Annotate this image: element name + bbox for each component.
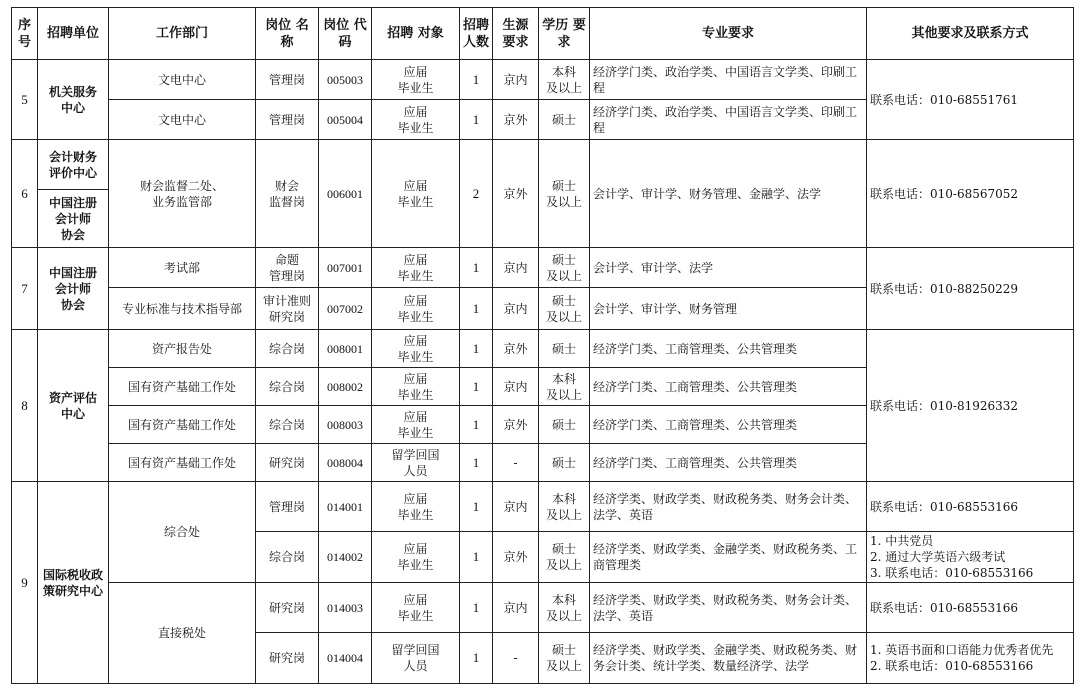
header-education: 学历 要求	[539, 8, 590, 60]
education-cell: 硕士	[539, 100, 590, 140]
origin-cell: 京内	[493, 60, 539, 100]
count-cell: 1	[460, 288, 493, 330]
table-row	[12, 583, 1074, 633]
position-cell: 审计准则 研究岗	[256, 288, 319, 330]
origin-cell: 京外	[493, 140, 539, 248]
unit-cell: 会计财务 评价中心	[38, 140, 109, 190]
major-cell: 会计学、审计学、法学	[590, 248, 867, 288]
dept-cell: 国有资产基础工作处	[109, 368, 256, 406]
count-cell: 1	[460, 482, 493, 532]
major-cell: 经济学类、财政学类、金融学类、财政税务类、财务会计类、统计学类、数量经济学、法学	[590, 633, 867, 684]
dept-cell: 直接税处	[109, 583, 256, 684]
code-cell: 014004	[319, 633, 372, 684]
count-cell: 1	[460, 60, 493, 100]
dept-cell: 资产报告处	[109, 330, 256, 368]
education-cell: 本科 及以上	[539, 482, 590, 532]
education-cell: 硕士 及以上	[539, 140, 590, 248]
major-cell: 经济学门类、政治学类、中国语言文学类、印刷工程	[590, 60, 867, 100]
header-position: 岗位 名称	[256, 8, 319, 60]
count-cell: 1	[460, 248, 493, 288]
contact-cell: 联系电话：010-81926332	[867, 330, 1074, 482]
position-cell: 管理岗	[256, 60, 319, 100]
major-cell: 经济学门类、工商管理类、公共管理类	[590, 368, 867, 406]
education-cell: 硕士	[539, 406, 590, 444]
position-cell: 综合岗	[256, 532, 319, 583]
header-major: 专业要求	[590, 8, 867, 60]
education-cell: 硕士 及以上	[539, 288, 590, 330]
dept-cell: 考试部	[109, 248, 256, 288]
origin-cell: 京内	[493, 583, 539, 633]
seq-cell: 5	[12, 60, 38, 140]
unit-cell: 国际税收政 策研究中心	[38, 482, 109, 684]
code-cell: 008004	[319, 444, 372, 482]
origin-cell: 京外	[493, 100, 539, 140]
unit-cell: 中国注册 会计师 协会	[38, 248, 109, 330]
target-cell: 留学回国 人员	[372, 444, 460, 482]
education-cell: 硕士	[539, 330, 590, 368]
major-cell: 经济学门类、政治学类、中国语言文学类、印刷工程	[590, 100, 867, 140]
position-cell: 综合岗	[256, 368, 319, 406]
education-cell: 硕士 及以上	[539, 532, 590, 583]
major-cell: 经济学类、财政学类、金融学类、财政税务类、工商管理类	[590, 532, 867, 583]
count-cell: 1	[460, 532, 493, 583]
position-cell: 研究岗	[256, 444, 319, 482]
target-cell: 应届 毕业生	[372, 482, 460, 532]
origin-cell: 京外	[493, 406, 539, 444]
count-cell: 1	[460, 633, 493, 684]
count-cell: 1	[460, 368, 493, 406]
code-cell: 008003	[319, 406, 372, 444]
dept-cell: 国有资产基础工作处	[109, 406, 256, 444]
major-cell: 经济学类、财政学类、财政税务类、财务会计类、法学、英语	[590, 583, 867, 633]
seq-cell: 8	[12, 330, 38, 482]
origin-cell: -	[493, 633, 539, 684]
code-cell: 014003	[319, 583, 372, 633]
contact-cell: 联系电话：010-88250229	[867, 248, 1074, 330]
target-cell: 应届 毕业生	[372, 100, 460, 140]
header-origin: 生源 要求	[493, 8, 539, 60]
major-cell: 会计学、审计学、财务管理、金融学、法学	[590, 140, 867, 248]
education-cell: 硕士 及以上	[539, 248, 590, 288]
header-code: 岗位 代码	[319, 8, 372, 60]
seq-cell: 6	[12, 140, 38, 248]
recruitment-table	[11, 7, 1074, 684]
contact-cell: 联系电话：010-68551761	[867, 60, 1074, 140]
education-cell: 本科 及以上	[539, 368, 590, 406]
contact-cell: 联系电话：010-68567052	[867, 140, 1074, 248]
origin-cell: 京外	[493, 532, 539, 583]
table-row	[12, 140, 1074, 190]
origin-cell: 京内	[493, 482, 539, 532]
count-cell: 1	[460, 583, 493, 633]
dept-cell: 文电中心	[109, 60, 256, 100]
target-cell: 应届 毕业生	[372, 330, 460, 368]
dept-cell: 文电中心	[109, 100, 256, 140]
code-cell: 006001	[319, 140, 372, 248]
table-row	[12, 482, 1074, 532]
seq-cell: 7	[12, 248, 38, 330]
target-cell: 应届 毕业生	[372, 60, 460, 100]
dept-cell: 专业标准与技术指导部	[109, 288, 256, 330]
origin-cell: -	[493, 444, 539, 482]
header-count: 招聘 人数	[460, 8, 493, 60]
position-cell: 综合岗	[256, 406, 319, 444]
code-cell: 014001	[319, 482, 372, 532]
major-cell: 会计学、审计学、财务管理	[590, 288, 867, 330]
education-cell: 硕士 及以上	[539, 633, 590, 684]
header-unit: 招聘单位	[38, 8, 109, 60]
education-cell: 本科 及以上	[539, 583, 590, 633]
position-cell: 管理岗	[256, 482, 319, 532]
origin-cell: 京内	[493, 248, 539, 288]
contact-cell: 联系电话：010-68553166	[867, 583, 1074, 633]
major-cell: 经济学门类、工商管理类、公共管理类	[590, 330, 867, 368]
target-cell: 应届 毕业生	[372, 406, 460, 444]
code-cell: 007002	[319, 288, 372, 330]
count-cell: 1	[460, 406, 493, 444]
header-row	[12, 8, 1074, 60]
unit-cell: 机关服务 中心	[38, 60, 109, 140]
table-row	[12, 60, 1074, 100]
position-cell: 综合岗	[256, 330, 319, 368]
target-cell: 应届 毕业生	[372, 288, 460, 330]
code-cell: 005003	[319, 60, 372, 100]
target-cell: 应届 毕业生	[372, 248, 460, 288]
education-cell: 本科 及以上	[539, 60, 590, 100]
count-cell: 1	[460, 100, 493, 140]
contact-cell: 1. 英语书面和口语能力优秀者优先 2. 联系电话：010-68553166	[867, 633, 1074, 684]
count-cell: 1	[460, 330, 493, 368]
table-row	[12, 330, 1074, 368]
origin-cell: 京内	[493, 288, 539, 330]
origin-cell: 京外	[493, 330, 539, 368]
header-dept: 工作部门	[109, 8, 256, 60]
unit-cell: 中国注册 会计师 协会	[38, 190, 109, 248]
header-seq: 序 号	[12, 8, 38, 60]
count-cell: 2	[460, 140, 493, 248]
position-cell: 研究岗	[256, 583, 319, 633]
code-cell: 008002	[319, 368, 372, 406]
dept-cell: 综合处	[109, 482, 256, 583]
table-row	[12, 248, 1074, 288]
target-cell: 应届 毕业生	[372, 583, 460, 633]
dept-cell: 国有资产基础工作处	[109, 444, 256, 482]
contact-cell: 联系电话：010-68553166	[867, 482, 1074, 532]
major-cell: 经济学门类、工商管理类、公共管理类	[590, 444, 867, 482]
dept-cell: 财会监督二处、 业务监管部	[109, 140, 256, 248]
origin-cell: 京内	[493, 368, 539, 406]
major-cell: 经济学门类、工商管理类、公共管理类	[590, 406, 867, 444]
target-cell: 应届 毕业生	[372, 368, 460, 406]
header-other: 其他要求及联系方式	[867, 8, 1074, 60]
target-cell: 应届 毕业生	[372, 532, 460, 583]
target-cell: 应届 毕业生	[372, 140, 460, 248]
major-cell: 经济学类、财政学类、财政税务类、财务会计类、法学、英语	[590, 482, 867, 532]
position-cell: 管理岗	[256, 100, 319, 140]
count-cell: 1	[460, 444, 493, 482]
position-cell: 财会 监督岗	[256, 140, 319, 248]
education-cell: 硕士	[539, 444, 590, 482]
code-cell: 008001	[319, 330, 372, 368]
code-cell: 014002	[319, 532, 372, 583]
seq-cell: 9	[12, 482, 38, 684]
contact-cell: 1. 中共党员 2. 通过大学英语六级考试 3. 联系电话：010-68553166	[867, 532, 1074, 583]
unit-cell: 资产评估 中心	[38, 330, 109, 482]
code-cell: 005004	[319, 100, 372, 140]
position-cell: 命题 管理岗	[256, 248, 319, 288]
position-cell: 研究岗	[256, 633, 319, 684]
header-target: 招聘 对象	[372, 8, 460, 60]
code-cell: 007001	[319, 248, 372, 288]
target-cell: 留学回国 人员	[372, 633, 460, 684]
